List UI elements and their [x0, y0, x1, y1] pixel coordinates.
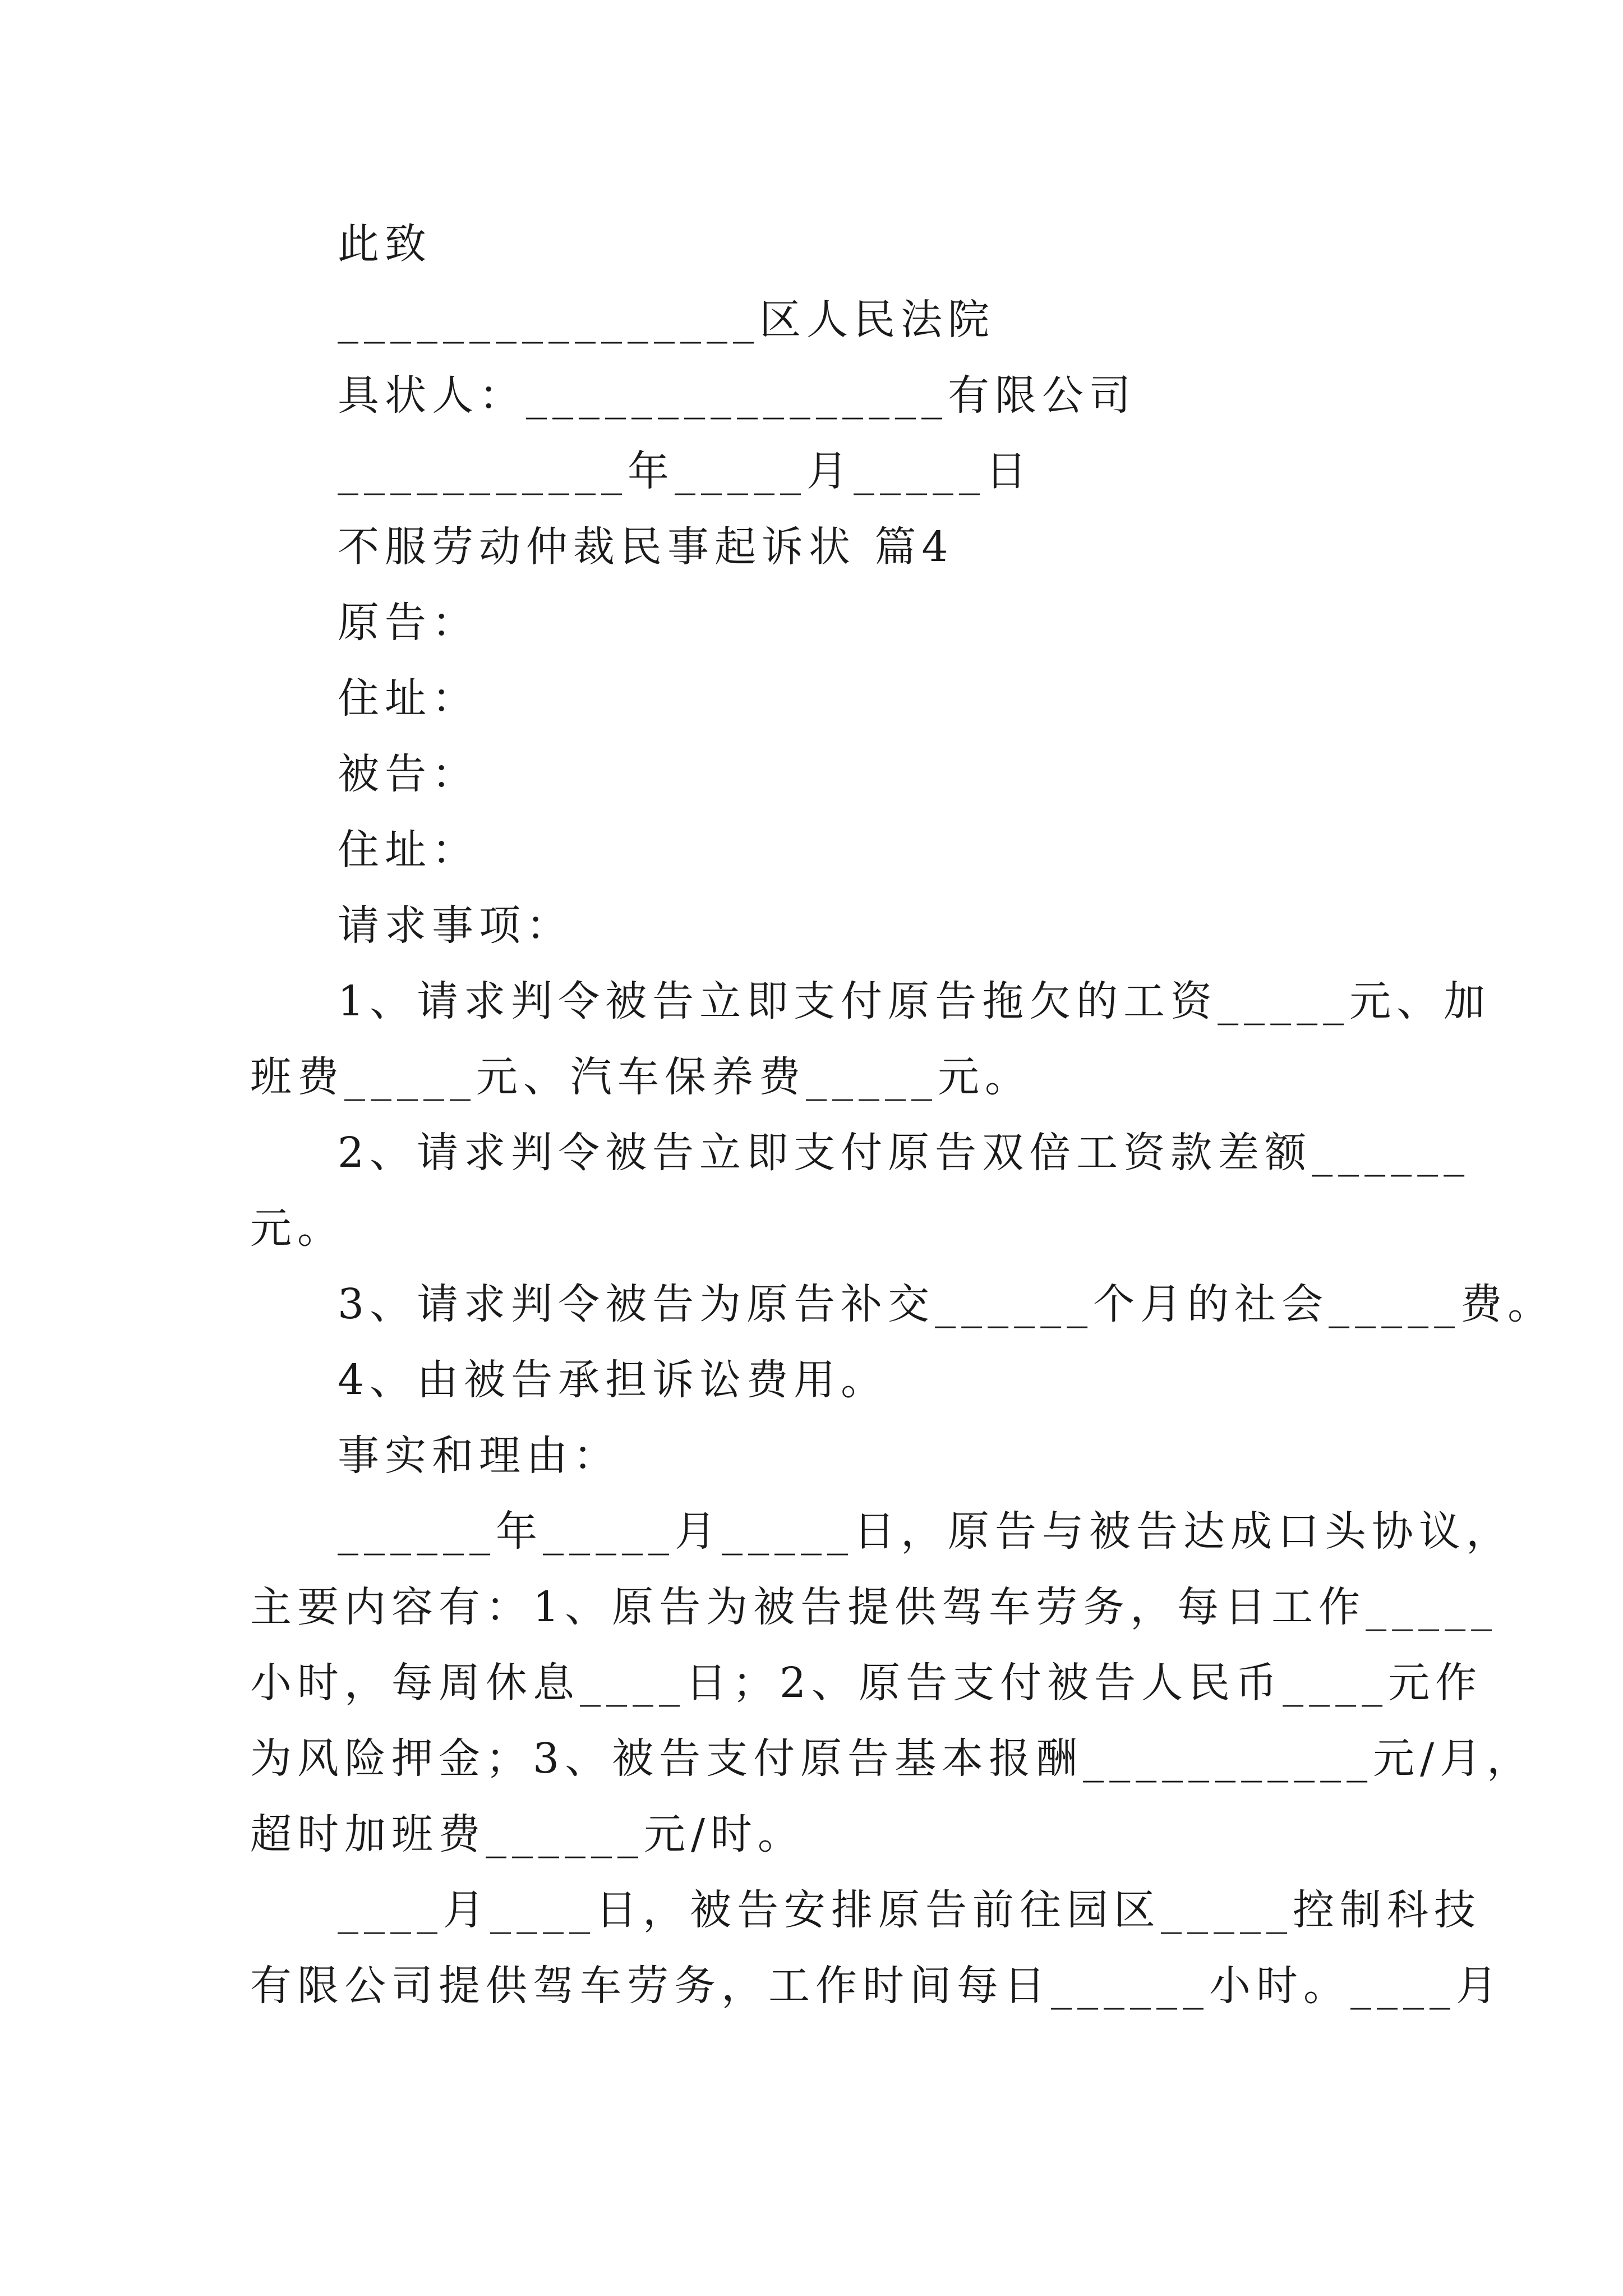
- facts-paragraph-1-line-4: 为风险押金；3、被告支付原告基本报酬___________元/月，: [250, 1734, 1534, 1783]
- facts-paragraph-2-line-2: 有限公司提供驾车劳务，工作时间每日______小时。____月: [250, 1962, 1503, 2010]
- claim-1-line-1: 1、请求判令被告立即支付原告拖欠的工资_____元、加: [338, 977, 1491, 1025]
- court-name: ________________区人民法院: [338, 296, 995, 344]
- claim-3: 3、请求判令被告为原告补交______个月的社会_____费。: [338, 1280, 1555, 1328]
- facts-paragraph-1-line-1: ______年_____月_____日，原告与被告达成口头协议，: [338, 1507, 1513, 1556]
- date-line: ___________年_____月_____日: [338, 447, 1032, 495]
- defendant-label: 被告：: [338, 750, 479, 798]
- facts-heading: 事实和理由：: [338, 1432, 620, 1480]
- facts-paragraph-1-line-5: 超时加班费______元/时。: [250, 1810, 805, 1858]
- claim-2-line-1: 2、请求判令被告立即支付原告双倍工资款差额______: [338, 1129, 1470, 1177]
- claim-4: 4、由被告承担诉讼费用。: [338, 1356, 888, 1404]
- facts-paragraph-1-line-2: 主要内容有：1、原告为被告提供驾车劳务，每日工作_____: [250, 1583, 1498, 1631]
- facts-paragraph-2-line-1: ____月____日，被告安排原告前往园区_____控制科技: [338, 1886, 1481, 1934]
- claim-1-line-2: 班费_____元、汽车保养费_____元。: [250, 1053, 1032, 1101]
- claim-2-line-2: 元。: [250, 1204, 344, 1253]
- salutation: 此致: [338, 220, 432, 268]
- plaintiff-signature: 具状人：________________有限公司: [338, 371, 1136, 420]
- facts-paragraph-1-line-3: 小时，每周休息____日；2、原告支付被告人民币____元作: [250, 1659, 1483, 1707]
- plaintiff-label: 原告：: [338, 599, 479, 647]
- claims-heading: 请求事项：: [338, 901, 573, 950]
- defendant-address-label: 住址：: [338, 826, 479, 874]
- plaintiff-address-label: 住址：: [338, 674, 479, 723]
- section-title: 不服劳动仲裁民事起诉状 篇4: [338, 523, 954, 571]
